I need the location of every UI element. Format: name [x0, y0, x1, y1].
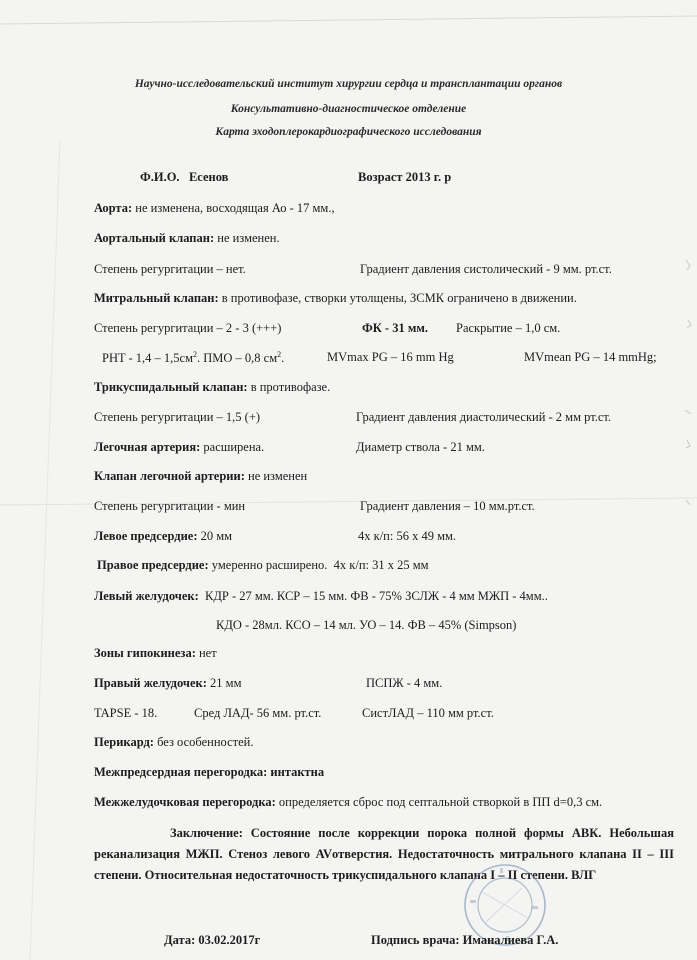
mitral-valve-row	[94, 291, 577, 306]
date-value: 03.02.2017г	[198, 933, 261, 947]
pulmonary-regurg: Степень регургитации - мин	[94, 499, 246, 513]
tapse: TAPSE - 18.	[94, 706, 158, 720]
pulmonary-trunk: Диаметр ствола - 21 мм.	[356, 440, 485, 454]
tricuspid-regurg: Степень регургитации – 1,5 (+)	[94, 410, 261, 424]
fio-row	[140, 170, 228, 185]
age-row	[358, 170, 451, 185]
pulmonary-artery-label: Легочная артерия:	[94, 440, 201, 454]
pulmonary-valve-label: Клапан легочной артерии:	[94, 469, 245, 483]
hypokinesis-row	[94, 646, 217, 661]
right-atrium-label: Правое предсердие:	[97, 558, 209, 572]
age-value: 2013 г. р	[405, 170, 452, 184]
ventricular-septum-value: определяется сброс под септальной створкой в ПП d=0,3 см.	[278, 795, 603, 809]
department-title: Консультативно-диагностическое отделение	[230, 103, 467, 115]
conclusion-label: Заключение:	[170, 826, 243, 840]
signature-label: Подпись врача:	[371, 933, 460, 947]
hypokinesis-label: Зоны гипокинеза:	[94, 646, 196, 660]
right-ventricle-label: Правый желудочек:	[94, 676, 207, 690]
pmo-end: .	[281, 351, 285, 366]
card-title: Карта эходоплерокардиографического исследования	[215, 126, 482, 138]
left-atrium-label: Левое предсердие:	[94, 529, 198, 543]
left-atrium-4ch: 4х к/п: 56 х 49 мм.	[358, 529, 457, 543]
tricuspid-row	[94, 380, 330, 395]
pulmonary-gradient: Градиент давления – 10 мм.рт.ст.	[360, 499, 535, 513]
conclusion-block	[94, 823, 674, 886]
left-ventricle-line1: КДР - 27 мм. КСР – 15 мм. ФВ - 75% ЗСЛЖ - 4 мм МЖП - 4мм..	[205, 589, 548, 603]
date-row	[164, 933, 260, 948]
fio-value: Есенов	[188, 170, 229, 184]
atrial-septum-label: Межпредсердная перегородка:	[94, 765, 268, 779]
pericardium-value: без особенностей.	[157, 735, 254, 749]
signature-value: Иманалиева Г.А.	[462, 933, 559, 947]
pmo-text: . ПМО – 0,8 см	[197, 351, 278, 366]
right-atrium-4ch: 4х к/п: 31 х 25 мм	[333, 558, 429, 572]
pht-text: PHT - 1,4 – 1,5см	[102, 351, 194, 366]
left-atrium-value: 20 мм	[200, 529, 233, 543]
mitral-mvmax: MVmax PG – 16 mm Hg	[327, 350, 454, 364]
right-ventricle-row	[94, 676, 241, 691]
institute-title: Научно-исследовательский институт хирургии сердца и трансплантации органов	[134, 78, 563, 90]
aortic-valve-value: не изменен.	[217, 231, 280, 245]
mitral-fk: ФК - 31 мм.	[362, 321, 428, 335]
left-ventricle-line2: КДО - 28мл. КСО – 14 мл. УО – 14. ФВ – 45% (Simpson)	[216, 618, 517, 632]
right-atrium-row	[97, 558, 429, 573]
mitral-valve-value: в противофазе, створки утолщены, ЗСМК ограничено в движении.	[221, 291, 577, 305]
mean-lad: Сред ЛАД- 56 мм. рт.ст.	[194, 706, 322, 720]
left-ventricle-row	[94, 589, 548, 604]
pulmonary-valve-row	[94, 469, 307, 484]
pht-sup: 2	[193, 350, 198, 359]
pulmonary-artery-value: расширена.	[203, 440, 265, 454]
aortic-regurg: Степень регургитации – нет.	[94, 262, 246, 276]
pulmonary-artery-row	[94, 440, 264, 455]
pulmonary-valve-value: не изменен	[248, 469, 308, 483]
date-label: Дата:	[164, 933, 196, 947]
age-label: Возраст	[358, 170, 403, 184]
left-ventricle-label: Левый желудочек:	[94, 589, 199, 603]
margin-bleed-marks	[680, 250, 697, 550]
aortic-gradient: Градиент давления систолический - 9 мм. рт.ст.	[360, 262, 612, 276]
tricuspid-value: в противофазе.	[250, 380, 331, 394]
pericardium-row	[94, 735, 253, 750]
mitral-valve-label: Митральный клапан:	[94, 291, 219, 305]
aortic-valve-label: Аортальный клапан:	[94, 231, 215, 245]
aorta-value: не изменена, восходящая Ао - 17 мм.,	[135, 201, 335, 215]
mitral-regurg: Степень регургитации – 2 - 3 (+++)	[94, 321, 282, 335]
pericardium-label: Перикард:	[94, 735, 154, 749]
right-ventricle-pspzh: ПСПЖ - 4 мм.	[366, 676, 443, 690]
signature-row	[371, 933, 558, 948]
fio-label: Ф.И.О.	[140, 170, 180, 184]
left-atrium-row	[94, 529, 232, 544]
mitral-mvmean: MVmean PG – 14 mmHg;	[524, 350, 657, 364]
tricuspid-gradient: Градиент давления диастолический - 2 мм рт.ст.	[356, 410, 612, 424]
ventricular-septum-row	[94, 795, 602, 810]
pmo-sup: 2	[277, 350, 282, 359]
conclusion-text: Состояние после коррекции порока полной формы АВК. Небольшая реканализация МЖП. Стеноз левого AVотверстия. Недостаточность митрального клапана II – III степени. Относительная недостаточность трикуспидального клапана I – II степени. ВЛГ	[94, 826, 674, 882]
aorta-row	[94, 201, 335, 216]
aorta-label: Аорта:	[94, 201, 133, 215]
ventricular-septum-label: Межжелудочковая перегородка:	[94, 795, 276, 809]
right-ventricle-value: 21 мм	[210, 676, 242, 690]
atrial-septum-value: интактна	[270, 765, 325, 779]
tricuspid-label: Трикуспидальный клапан:	[94, 380, 248, 394]
aortic-valve-row	[94, 231, 280, 246]
hypokinesis-value: нет	[198, 646, 217, 660]
atrial-septum-row	[94, 765, 324, 780]
mitral-opening: Раскрытие – 1,0 см.	[456, 321, 561, 335]
sys-lad: СистЛАД – 110 мм рт.ст.	[362, 706, 494, 720]
right-atrium-value: умеренно расширено.	[211, 558, 328, 572]
mitral-pht-pmo	[102, 350, 284, 366]
